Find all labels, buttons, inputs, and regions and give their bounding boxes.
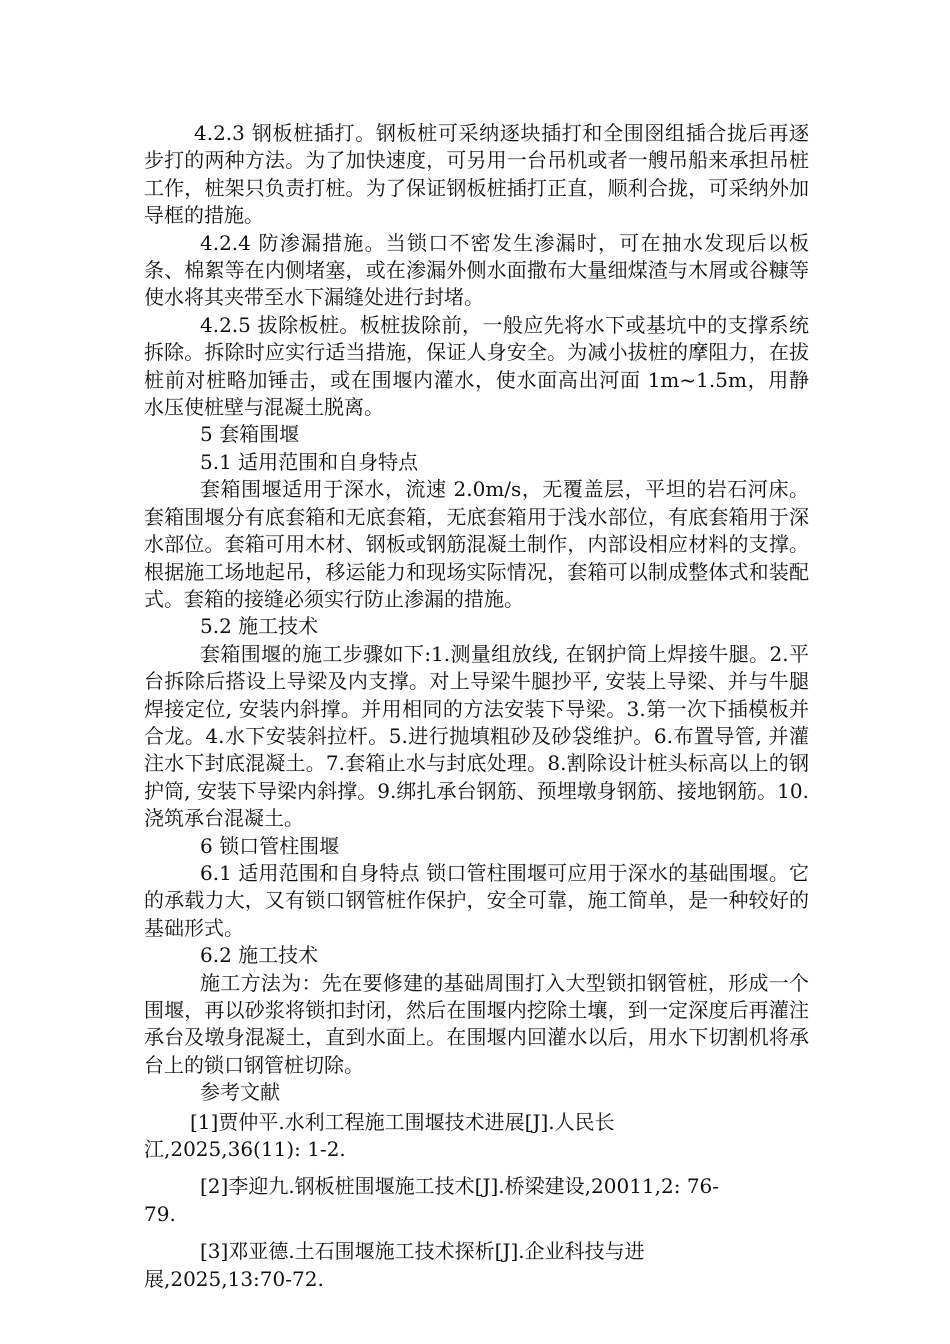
paragraph-5-1: 套箱围堰适用于深水，流速 2.0m/s，无覆盖层，平坦的岩石河床。套箱围堰分有底套箱和无底套箱，无底套箱用于浅水部位，有底套箱用于深水部位。套箱可用木材、钢板或钢筋混凝土制作，内部设相应材料的支撑。根据施工场地起吊，移运能力和现场实际情况，套箱可以制成整体式和装配式。套箱的接缝必须实行防止渗漏的措施。 — [144, 477, 809, 611]
heading-section-5-2: 5.2 施工技术 — [200, 614, 319, 639]
heading-section-6-2: 6.2 施工技术 — [200, 943, 319, 968]
paragraph-4-2-3: 4.2.3 钢板桩插打。钢板桩可采纳逐块插打和全围囹组插合拢后再逐步打的两种方法。为了加快速度，可另用一台吊机或者一艘吊船来承担吊桩工作，桩架只负责打桩。为了保证钢板桩插打正直，顺利合拢，可采纳外加导框的措施。 — [144, 121, 809, 228]
reference-item — [144, 1109, 809, 1164]
reference-item — [144, 1173, 809, 1228]
paragraph-4-2-5: 4.2.5 拔除板桩。板桩拔除前，一般应先将水下或基坑中的支撑系统拆除。拆除时应实行适当措施，保证人身安全。为减小拔桩的摩阻力，在拔桩前对桩略加锤击，或在围堰内灌水，使水面高出河面 1m~1.5m，用静水压使桩壁与混凝土脱离。 — [144, 312, 809, 420]
heading-section-5: 5 套箱围堰 — [200, 422, 300, 447]
paragraph-5-2: 套箱围堰的施工步骤如下:1.测量组放线, 在钢护筒上焊接牛腿。2.平台拆除后搭设上导梁及内支撑。对上导梁牛腿抄平, 安装上导梁、并与牛腿焊接定位, 安装内斜撑。并用相同的方法安装下导梁。3.第一次下插模板并合龙。4.水下安装斜拉杆。5.进行抛填粗砂及砂袋维护。6.布置导管, 并灌注水下封底混凝土。7.套箱止水与封底处理。8.割除设计桩头标高以上的钢护筒, 安装下导梁内斜撑。9.绑扎承台钢筋、预埋墩身钢筋、接地钢筋。10.浇筑承台混凝土。 — [144, 641, 809, 831]
reference-line: [3]邓亚德.土石围堰施工技术探析[J].企业科技与进 — [200, 1239, 645, 1264]
document-body — [144, 120, 809, 1303]
paragraph-4-2-4: 4.2.4 防渗漏措施。当锁口不密发生渗漏时，可在抽水发现后以板条、棉絮等在内侧堵塞，或在渗漏外侧水面撒布大量细煤渣与木屑或谷糠等使水将其夹带至水下漏缝处进行封堵。 — [144, 230, 809, 310]
reference-line: 江,2025,36(11): 1-2. — [144, 1137, 346, 1162]
heading-section-5-1: 5.1 适用范围和自身特点 — [200, 449, 419, 474]
paragraph-6-2: 施工方法为：先在要修建的基础周围打入大型锁扣钢管桩，形成一个围堰，再以砂浆将锁扣封闭，然后在围堰内挖除土壤，到一定深度后再灌注承台及墩身混凝土，直到水面上。在围堰内回灌水以后，用水下切割机将承台上的锁口钢管桩切除。 — [144, 970, 809, 1077]
heading-section-6: 6 锁口管柱围堰 — [200, 833, 340, 858]
references-title: 参考文献 — [200, 1080, 280, 1105]
reference-line: 79. — [144, 1201, 176, 1226]
paragraph-6-1: 6.1 适用范围和自身特点 锁口管柱围堰可应用于深水的基础围堰。它的承载力大，又有锁口钢管桩作保护，安全可靠，施工简单，是一种较好的基础形式。 — [144, 860, 809, 940]
reference-item — [144, 1238, 809, 1293]
reference-line: 展,2025,13:70-72. — [144, 1266, 324, 1291]
reference-line: [2]李迎九.钢板桩围堰施工技术[J].桥梁建设,20011,2: 76- — [200, 1174, 720, 1199]
reference-line: [1]贾仲平.水利工程施工围堰技术进展[J].人民长 — [190, 1109, 615, 1134]
references-list — [144, 1109, 809, 1293]
